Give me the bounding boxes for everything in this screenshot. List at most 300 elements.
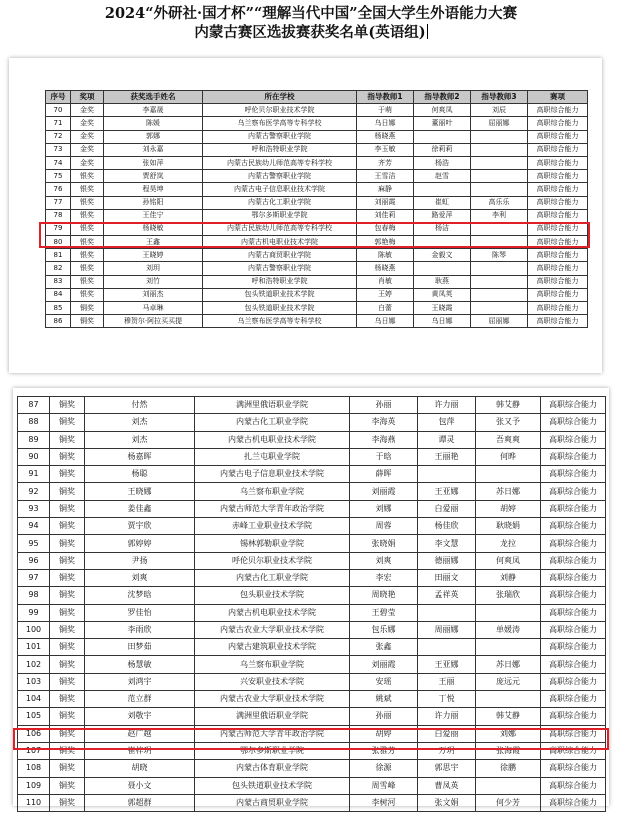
winner-name-cell: 赵广越 bbox=[85, 725, 195, 742]
teacher-1-cell: 王婷 bbox=[357, 288, 414, 301]
teacher-2-cell: 王丽艳 bbox=[418, 448, 476, 465]
row-number-cell: 102 bbox=[18, 656, 50, 673]
table-row bbox=[46, 104, 588, 117]
winner-name-cell: 刘丽杰 bbox=[104, 288, 203, 301]
teacher-3-cell: 耿晓娟 bbox=[476, 518, 541, 535]
teacher-1-cell: 王碧莹 bbox=[350, 604, 418, 621]
award-cell: 铜奖 bbox=[50, 535, 85, 552]
row-number-cell: 75 bbox=[46, 170, 71, 183]
table-row bbox=[46, 249, 588, 262]
teacher-2-cell: 李文慧 bbox=[418, 535, 476, 552]
teacher-2-cell bbox=[418, 604, 476, 621]
award-cell: 金奖 bbox=[71, 104, 104, 117]
event-cell: 高职综合能力 bbox=[528, 302, 588, 315]
row-number-cell: 99 bbox=[18, 604, 50, 621]
teacher-2-cell: 崔虹 bbox=[414, 196, 471, 209]
winner-name-cell: 杨慧敏 bbox=[85, 656, 195, 673]
table-row bbox=[46, 275, 588, 288]
table-row bbox=[18, 708, 606, 725]
table-row bbox=[18, 414, 606, 431]
award-cell: 铜奖 bbox=[50, 656, 85, 673]
event-cell: 高职综合能力 bbox=[528, 170, 588, 183]
teacher-3-cell bbox=[476, 691, 541, 708]
teacher-3-cell: 陈琴 bbox=[471, 249, 528, 262]
teacher-2-cell: 包萍 bbox=[418, 414, 476, 431]
teacher-2-cell bbox=[414, 130, 471, 143]
event-cell: 高职综合能力 bbox=[528, 209, 588, 222]
winner-name-cell: 田梦茹 bbox=[85, 639, 195, 656]
event-cell: 高职综合能力 bbox=[541, 448, 606, 465]
event-cell: 高职综合能力 bbox=[528, 117, 588, 130]
teacher-3-cell: 刘娜 bbox=[476, 725, 541, 742]
school-cell: 锡林郭勒职业学院 bbox=[195, 535, 350, 552]
award-cell: 铜奖 bbox=[50, 639, 85, 656]
award-cell: 铜奖 bbox=[50, 708, 85, 725]
school-cell: 内蒙古机电职业技术学院 bbox=[195, 431, 350, 448]
award-cell: 金奖 bbox=[71, 130, 104, 143]
teacher-2-cell bbox=[414, 236, 471, 249]
winner-name-cell: 刘杰 bbox=[85, 414, 195, 431]
event-cell: 高职综合能力 bbox=[528, 196, 588, 209]
award-cell: 铜奖 bbox=[50, 552, 85, 569]
winner-name-cell: 穆贺尔·阿拉买买提 bbox=[104, 315, 203, 328]
school-cell: 呼和浩特职业学院 bbox=[203, 275, 357, 288]
table-row bbox=[18, 518, 606, 535]
event-cell: 高职综合能力 bbox=[528, 249, 588, 262]
event-cell: 高职综合能力 bbox=[541, 466, 606, 483]
row-number-cell: 78 bbox=[46, 209, 71, 222]
teacher-1-cell: 包春梅 bbox=[357, 222, 414, 235]
teacher-2-cell: 徐莉莉 bbox=[414, 143, 471, 156]
winner-name-cell: 崔梓玥 bbox=[85, 742, 195, 759]
winner-name-cell: 刘杰 bbox=[85, 431, 195, 448]
event-cell: 高职综合能力 bbox=[541, 691, 606, 708]
event-cell: 高职综合能力 bbox=[528, 104, 588, 117]
winner-name-cell: 刘玥 bbox=[104, 262, 203, 275]
winner-name-cell: 马卓琳 bbox=[104, 302, 203, 315]
table-row bbox=[46, 130, 588, 143]
award-cell: 铜奖 bbox=[50, 587, 85, 604]
award-cell: 金奖 bbox=[71, 156, 104, 169]
row-number-cell: 82 bbox=[46, 262, 71, 275]
award-cell: 铜奖 bbox=[71, 302, 104, 315]
school-cell: 内蒙古警察职业学院 bbox=[203, 170, 357, 183]
row-number-cell: 97 bbox=[18, 569, 50, 586]
table-row bbox=[18, 621, 606, 638]
school-cell: 内蒙古机电职业技术学院 bbox=[195, 604, 350, 621]
row-number-cell: 91 bbox=[18, 466, 50, 483]
row-number-cell: 107 bbox=[18, 742, 50, 759]
row-number-cell: 89 bbox=[18, 431, 50, 448]
teacher-1-cell: 徐源 bbox=[350, 760, 418, 777]
winner-name-cell: 沈梦晗 bbox=[85, 587, 195, 604]
row-number-cell: 80 bbox=[46, 236, 71, 249]
event-cell: 高职综合能力 bbox=[528, 236, 588, 249]
teacher-2-cell: 许力丽 bbox=[418, 397, 476, 414]
teacher-1-cell: 于晗 bbox=[350, 448, 418, 465]
teacher-2-cell bbox=[414, 183, 471, 196]
teacher-3-cell bbox=[471, 288, 528, 301]
winner-name-cell: 刘竹 bbox=[104, 275, 203, 288]
teacher-3-cell: 韩艾静 bbox=[476, 397, 541, 414]
award-cell: 铜奖 bbox=[50, 483, 85, 500]
teacher-2-cell: 白爱丽 bbox=[418, 725, 476, 742]
school-cell: 内蒙古电子信息职业技术学院 bbox=[195, 466, 350, 483]
award-cell: 铜奖 bbox=[50, 691, 85, 708]
award-cell: 铜奖 bbox=[50, 414, 85, 431]
teacher-1-cell: 乌日娜 bbox=[357, 315, 414, 328]
event-cell: 高职综合能力 bbox=[541, 431, 606, 448]
teacher-1-cell: 白蕾 bbox=[357, 302, 414, 315]
column-header: 指导教师3 bbox=[471, 91, 528, 104]
teacher-2-cell: 杨佳欣 bbox=[418, 518, 476, 535]
teacher-3-cell bbox=[476, 639, 541, 656]
school-cell: 呼伦贝尔职业技术学院 bbox=[195, 552, 350, 569]
school-cell: 满洲里俄语职业学院 bbox=[195, 397, 350, 414]
teacher-1-cell: 安瑶 bbox=[350, 673, 418, 690]
school-cell: 包头铁道职业技术学院 bbox=[203, 288, 357, 301]
teacher-1-cell: 麻静 bbox=[357, 183, 414, 196]
award-cell: 铜奖 bbox=[50, 518, 85, 535]
row-number-cell: 101 bbox=[18, 639, 50, 656]
teacher-3-cell bbox=[476, 466, 541, 483]
table-row bbox=[46, 315, 588, 328]
table-row bbox=[18, 483, 606, 500]
teacher-3-cell: 屈丽娜 bbox=[471, 315, 528, 328]
teacher-1-cell: 郭艳梅 bbox=[357, 236, 414, 249]
table-row bbox=[18, 742, 606, 759]
row-number-cell: 86 bbox=[46, 315, 71, 328]
teacher-3-cell: 张瑞欣 bbox=[476, 587, 541, 604]
event-cell: 高职综合能力 bbox=[541, 656, 606, 673]
event-cell: 高职综合能力 bbox=[541, 673, 606, 690]
winner-name-cell: 张如萍 bbox=[104, 156, 203, 169]
teacher-1-cell: 杨晓燕 bbox=[357, 130, 414, 143]
table-header-row bbox=[46, 91, 588, 104]
winner-name-cell: 王佳宁 bbox=[104, 209, 203, 222]
teacher-3-cell: 刘静 bbox=[476, 569, 541, 586]
column-header: 获奖选手姓名 bbox=[104, 91, 203, 104]
teacher-1-cell: 齐芳 bbox=[357, 156, 414, 169]
award-cell: 银奖 bbox=[71, 222, 104, 235]
school-cell: 内蒙古化工职业学院 bbox=[203, 196, 357, 209]
school-cell: 鄂尔多斯职业学院 bbox=[203, 209, 357, 222]
teacher-3-cell bbox=[471, 262, 528, 275]
teacher-2-cell: 王晓霞 bbox=[414, 302, 471, 315]
winner-name-cell: 刘鸿宇 bbox=[85, 673, 195, 690]
table-row bbox=[46, 262, 588, 275]
table-row bbox=[18, 673, 606, 690]
table-row bbox=[18, 569, 606, 586]
row-number-cell: 72 bbox=[46, 130, 71, 143]
teacher-1-cell: 包乐娜 bbox=[350, 621, 418, 638]
winner-name-cell: 刘爽 bbox=[85, 569, 195, 586]
winner-name-cell: 郭娜 bbox=[104, 130, 203, 143]
school-cell: 赤峰工业职业技术学院 bbox=[195, 518, 350, 535]
winner-name-cell: 聂小文 bbox=[85, 777, 195, 794]
event-cell: 高职综合能力 bbox=[541, 742, 606, 759]
teacher-3-cell bbox=[471, 156, 528, 169]
award-cell: 铜奖 bbox=[50, 621, 85, 638]
table-row bbox=[18, 587, 606, 604]
row-number-cell: 83 bbox=[46, 275, 71, 288]
column-header: 所在学校 bbox=[203, 91, 357, 104]
teacher-2-cell bbox=[418, 639, 476, 656]
event-cell: 高职综合能力 bbox=[541, 777, 606, 794]
teacher-2-cell: 董丽叶 bbox=[414, 117, 471, 130]
event-cell: 高职综合能力 bbox=[541, 760, 606, 777]
teacher-1-cell: 胡婷 bbox=[350, 725, 418, 742]
award-cell: 金奖 bbox=[71, 117, 104, 130]
winner-name-cell: 陈媛 bbox=[104, 117, 203, 130]
teacher-2-cell: 田丽文 bbox=[418, 569, 476, 586]
teacher-1-cell: 陈敏 bbox=[357, 249, 414, 262]
winner-name-cell: 胡晓 bbox=[85, 760, 195, 777]
award-cell: 铜奖 bbox=[50, 604, 85, 621]
teacher-1-cell: 张鑫 bbox=[350, 639, 418, 656]
teacher-2-cell: 张文娟 bbox=[418, 794, 476, 811]
table-row bbox=[18, 535, 606, 552]
award-cell: 铜奖 bbox=[71, 315, 104, 328]
row-number-cell: 106 bbox=[18, 725, 50, 742]
teacher-1-cell: 李玉敏 bbox=[357, 143, 414, 156]
table-row bbox=[18, 604, 606, 621]
text-cursor bbox=[427, 24, 428, 39]
column-header: 指导教师2 bbox=[414, 91, 471, 104]
table-row bbox=[46, 302, 588, 315]
teacher-2-cell: 杨浩 bbox=[414, 156, 471, 169]
row-number-cell: 74 bbox=[46, 156, 71, 169]
teacher-3-cell: 张又予 bbox=[476, 414, 541, 431]
teacher-1-cell: 杨晓燕 bbox=[357, 262, 414, 275]
teacher-2-cell: 耿燕 bbox=[414, 275, 471, 288]
table-row bbox=[46, 170, 588, 183]
winner-name-cell: 付然 bbox=[85, 397, 195, 414]
winner-name-cell: 程昊坤 bbox=[104, 183, 203, 196]
teacher-2-cell bbox=[418, 466, 476, 483]
event-cell: 高职综合能力 bbox=[541, 535, 606, 552]
award-cell: 铜奖 bbox=[50, 794, 85, 811]
table-row bbox=[18, 760, 606, 777]
school-cell: 内蒙古师范大学青年政治学院 bbox=[195, 500, 350, 517]
teacher-1-cell: 刘娜 bbox=[350, 500, 418, 517]
school-cell: 乌兰察布医学高等专科学校 bbox=[203, 117, 357, 130]
event-cell: 高职综合能力 bbox=[528, 262, 588, 275]
school-cell: 内蒙古建筑职业技术学院 bbox=[195, 639, 350, 656]
teacher-1-cell: 刘爽 bbox=[350, 552, 418, 569]
table-row bbox=[46, 143, 588, 156]
event-cell: 高职综合能力 bbox=[541, 518, 606, 535]
table-row bbox=[18, 725, 606, 742]
teacher-3-cell: 屈丽娜 bbox=[471, 117, 528, 130]
event-cell: 高职综合能力 bbox=[541, 569, 606, 586]
teacher-3-cell bbox=[476, 777, 541, 794]
award-cell: 银奖 bbox=[71, 275, 104, 288]
school-cell: 包头铁道职业技术学院 bbox=[195, 777, 350, 794]
table-row bbox=[46, 288, 588, 301]
teacher-2-cell: 金毅文 bbox=[414, 249, 471, 262]
teacher-3-cell bbox=[476, 604, 541, 621]
school-cell: 内蒙古化工职业学院 bbox=[195, 569, 350, 586]
column-header: 指导教师1 bbox=[357, 91, 414, 104]
event-cell: 高职综合能力 bbox=[541, 414, 606, 431]
teacher-1-cell: 张雅芳 bbox=[350, 742, 418, 759]
school-cell: 包头职业技术学院 bbox=[195, 587, 350, 604]
row-number-cell: 110 bbox=[18, 794, 50, 811]
award-cell: 铜奖 bbox=[50, 777, 85, 794]
winner-name-cell: 杨聪 bbox=[85, 466, 195, 483]
teacher-2-cell: 王丽 bbox=[418, 673, 476, 690]
teacher-2-cell: 丁悦 bbox=[418, 691, 476, 708]
teacher-1-cell: 周雪峰 bbox=[350, 777, 418, 794]
event-cell: 高职综合能力 bbox=[528, 130, 588, 143]
teacher-1-cell: 刘丽霞 bbox=[350, 656, 418, 673]
teacher-1-cell: 于萌 bbox=[357, 104, 414, 117]
school-cell: 乌兰察布职业学院 bbox=[195, 483, 350, 500]
teacher-3-cell: 何晔 bbox=[476, 448, 541, 465]
school-cell: 鄂尔多斯职业学院 bbox=[195, 742, 350, 759]
row-number-cell: 95 bbox=[18, 535, 50, 552]
teacher-2-cell: 万玥 bbox=[418, 742, 476, 759]
teacher-1-cell: 周晓艳 bbox=[350, 587, 418, 604]
teacher-1-cell: 肖敏 bbox=[357, 275, 414, 288]
teacher-1-cell: 姚斌 bbox=[350, 691, 418, 708]
school-cell: 内蒙古商贸职业学院 bbox=[195, 794, 350, 811]
winner-name-cell: 刘敬宇 bbox=[85, 708, 195, 725]
teacher-2-cell bbox=[414, 262, 471, 275]
row-number-cell: 76 bbox=[46, 183, 71, 196]
table-row bbox=[18, 431, 606, 448]
winner-name-cell: 罗佳怡 bbox=[85, 604, 195, 621]
event-cell: 高职综合能力 bbox=[541, 621, 606, 638]
school-cell: 内蒙古警察职业学院 bbox=[203, 130, 357, 143]
school-cell: 乌兰察布医学高等专科学校 bbox=[203, 315, 357, 328]
school-cell: 内蒙古体育职业学院 bbox=[195, 760, 350, 777]
teacher-3-cell: 张海霞 bbox=[476, 742, 541, 759]
teacher-1-cell: 李海燕 bbox=[350, 431, 418, 448]
event-cell: 高职综合能力 bbox=[541, 397, 606, 414]
table-row bbox=[18, 656, 606, 673]
winner-name-cell: 王晓娜 bbox=[85, 483, 195, 500]
award-cell: 铜奖 bbox=[50, 569, 85, 586]
winner-name-cell: 郭超群 bbox=[85, 794, 195, 811]
winner-name-cell: 郭婷婷 bbox=[85, 535, 195, 552]
teacher-1-cell: 李树河 bbox=[350, 794, 418, 811]
teacher-3-cell: 庞远元 bbox=[476, 673, 541, 690]
winner-name-cell: 杨嘉晖 bbox=[85, 448, 195, 465]
teacher-3-cell: 韩艾静 bbox=[476, 708, 541, 725]
row-number-cell: 85 bbox=[46, 302, 71, 315]
teacher-2-cell: 乌日娜 bbox=[414, 315, 471, 328]
award-cell: 铜奖 bbox=[50, 397, 85, 414]
school-cell: 内蒙古农业大学职业技术学院 bbox=[195, 621, 350, 638]
winner-name-cell: 李雨欣 bbox=[85, 621, 195, 638]
teacher-1-cell: 王雪洁 bbox=[357, 170, 414, 183]
school-cell: 内蒙古机电职业技术学院 bbox=[203, 236, 357, 249]
teacher-2-cell: 杨洁 bbox=[414, 222, 471, 235]
row-number-cell: 93 bbox=[18, 500, 50, 517]
event-cell: 高职综合能力 bbox=[541, 604, 606, 621]
table-row bbox=[18, 397, 606, 414]
table-row bbox=[18, 500, 606, 517]
row-number-cell: 88 bbox=[18, 414, 50, 431]
row-number-cell: 73 bbox=[46, 143, 71, 156]
teacher-3-cell: 高乐乐 bbox=[471, 196, 528, 209]
event-cell: 高职综合能力 bbox=[528, 156, 588, 169]
award-cell: 铜奖 bbox=[50, 742, 85, 759]
results-table-top bbox=[45, 90, 588, 328]
teacher-3-cell bbox=[471, 170, 528, 183]
teacher-2-cell: 王亚娜 bbox=[418, 656, 476, 673]
teacher-3-cell bbox=[471, 236, 528, 249]
teacher-2-cell: 何爽凤 bbox=[414, 104, 471, 117]
teacher-3-cell bbox=[471, 143, 528, 156]
school-cell: 内蒙古化工职业学院 bbox=[195, 414, 350, 431]
teacher-1-cell: 刘丽霞 bbox=[350, 483, 418, 500]
row-number-cell: 79 bbox=[46, 222, 71, 235]
teacher-3-cell: 龙拉 bbox=[476, 535, 541, 552]
event-cell: 高职综合能力 bbox=[541, 587, 606, 604]
school-cell: 呼伦贝尔职业技术学院 bbox=[203, 104, 357, 117]
row-number-cell: 71 bbox=[46, 117, 71, 130]
teacher-2-cell: 郭思宇 bbox=[418, 760, 476, 777]
row-number-cell: 87 bbox=[18, 397, 50, 414]
school-cell: 扎兰屯职业学院 bbox=[195, 448, 350, 465]
winner-name-cell: 王晓婷 bbox=[104, 249, 203, 262]
event-cell: 高职综合能力 bbox=[528, 143, 588, 156]
winner-name-cell: 孙铭阳 bbox=[104, 196, 203, 209]
table-row bbox=[46, 117, 588, 130]
row-number-cell: 104 bbox=[18, 691, 50, 708]
table-row bbox=[18, 691, 606, 708]
award-cell: 银奖 bbox=[71, 249, 104, 262]
row-number-cell: 77 bbox=[46, 196, 71, 209]
teacher-2-cell: 赵雪 bbox=[414, 170, 471, 183]
school-cell: 兴安职业技术学院 bbox=[195, 673, 350, 690]
title-line-2 bbox=[0, 21, 622, 42]
row-number-cell: 103 bbox=[18, 673, 50, 690]
award-cell: 铜奖 bbox=[50, 725, 85, 742]
school-cell: 内蒙古农业大学职业技术学院 bbox=[195, 691, 350, 708]
teacher-2-cell: 黄凤英 bbox=[414, 288, 471, 301]
winner-name-cell: 姜佳鑫 bbox=[85, 500, 195, 517]
school-cell: 满洲里俄语职业学院 bbox=[195, 708, 350, 725]
event-cell: 高职综合能力 bbox=[541, 483, 606, 500]
teacher-3-cell bbox=[471, 302, 528, 315]
school-cell: 内蒙古警察职业学院 bbox=[203, 262, 357, 275]
award-cell: 银奖 bbox=[71, 196, 104, 209]
table-row bbox=[46, 196, 588, 209]
award-cell: 银奖 bbox=[71, 288, 104, 301]
award-cell: 银奖 bbox=[71, 209, 104, 222]
column-header: 赛项 bbox=[528, 91, 588, 104]
award-cell: 银奖 bbox=[71, 236, 104, 249]
winner-name-cell: 杨晓敏 bbox=[104, 222, 203, 235]
column-header: 序号 bbox=[46, 91, 71, 104]
results-table-bottom bbox=[17, 396, 606, 812]
row-number-cell: 70 bbox=[46, 104, 71, 117]
event-cell: 高职综合能力 bbox=[541, 708, 606, 725]
teacher-1-cell: 张晓娟 bbox=[350, 535, 418, 552]
title-line-2-text: 内蒙古赛区选拔赛获奖名单(英语组) bbox=[194, 24, 426, 41]
table-row bbox=[18, 639, 606, 656]
award-cell: 铜奖 bbox=[50, 760, 85, 777]
teacher-3-cell: 胡婷 bbox=[476, 500, 541, 517]
event-cell: 高职综合能力 bbox=[541, 552, 606, 569]
award-cell: 铜奖 bbox=[50, 466, 85, 483]
teacher-2-cell: 白爱丽 bbox=[418, 500, 476, 517]
table-row bbox=[46, 236, 588, 249]
